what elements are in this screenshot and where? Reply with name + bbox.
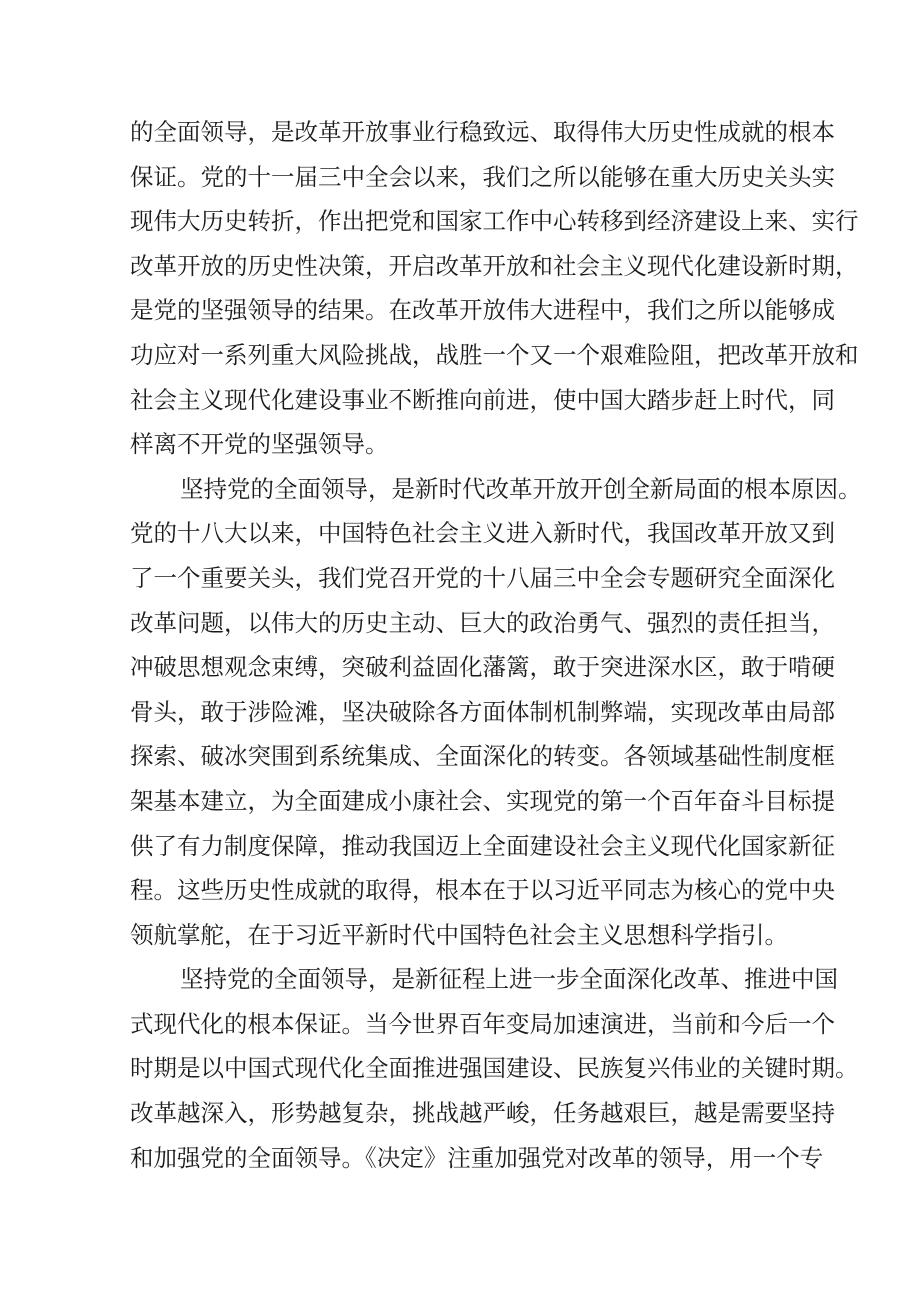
body-text — [130, 110, 862, 1180]
text-line: 骨头，敢于涉险滩，坚决破除各方面体制机制弊端，实现改革由局部 — [130, 697, 835, 726]
text-line: 式现代化的根本保证。当今世界百年变局加速演进，当前和今后一个 — [130, 1009, 835, 1038]
text-line: 冲破思想观念束缚，突破利益固化藩篱，敢于突进深水区，敢于啃硬 — [130, 653, 835, 682]
text-line: 功应对一系列重大风险挑战，战胜一个又一个艰难险阻，把改革开放和 — [130, 340, 859, 369]
text-line: 探索、破冰突围到系统集成、全面深化的转变。各领域基础性制度框 — [130, 742, 835, 771]
text-line: 和加强党的全面领导。《决定》注重加强党对改革的领导，用一个专 — [130, 1143, 824, 1172]
text-line: 的全面领导，是改革开放事业行稳致远、取得伟大历史性成就的根本 — [130, 118, 835, 146]
text-line: 时期是以中国式现代化全面推进强国建设、民族复兴伟业的关键时期。 — [130, 1054, 859, 1083]
text-line: 改革开放的历史性决策，开启改革开放和社会主义现代化建设新时期， — [130, 251, 859, 280]
text-line: 保证。党的十一届三中全会以来，我们之所以能够在重大历史关头实 — [130, 162, 835, 191]
text-line: 领航掌舵，在于习近平新时代中国特色社会主义思想科学指引。 — [130, 920, 788, 949]
text-line: 程。这些历史性成就的取得，根本在于以习近平同志为核心的党中央 — [130, 876, 835, 905]
text-line: 是党的坚强领导的结果。在改革开放伟大进程中，我们之所以能够成 — [130, 296, 835, 325]
text-line: 供了有力制度保障，推动我国迈上全面建设社会主义现代化国家新征 — [130, 831, 835, 860]
text-line: 样离不开党的坚强领导。 — [130, 430, 389, 459]
text-line: 改革越深入，形势越复杂，挑战越严峻，任务越艰巨，越是需要坚持 — [130, 1099, 835, 1128]
text-line: 社会主义现代化建设事业不断推向前进，使中国大踏步赶上时代，同 — [130, 385, 835, 414]
text-line: 党的十八大以来，中国特色社会主义进入新时代，我国改革开放又到 — [130, 519, 835, 548]
text-line: 了一个重要关头，我们党召开党的十八届三中全会专题研究全面深化 — [130, 563, 835, 592]
text-line: 现伟大历史转折，作出把党和国家工作中心转移到经济建设上来、实行 — [130, 207, 859, 236]
text-line: 改革问题，以伟大的历史主动、巨大的政治勇气、强烈的责任担当， — [130, 608, 835, 637]
paragraph-first-line: 坚持党的全面领导，是新征程上进一步全面深化改革、推进中国 — [180, 965, 838, 994]
text-line: 架基本建立，为全面建成小康社会、实现党的第一个百年奋斗目标提 — [130, 786, 835, 815]
paragraph-first-line: 坚持党的全面领导，是新时代改革开放开创全新局面的根本原因。 — [180, 474, 862, 503]
